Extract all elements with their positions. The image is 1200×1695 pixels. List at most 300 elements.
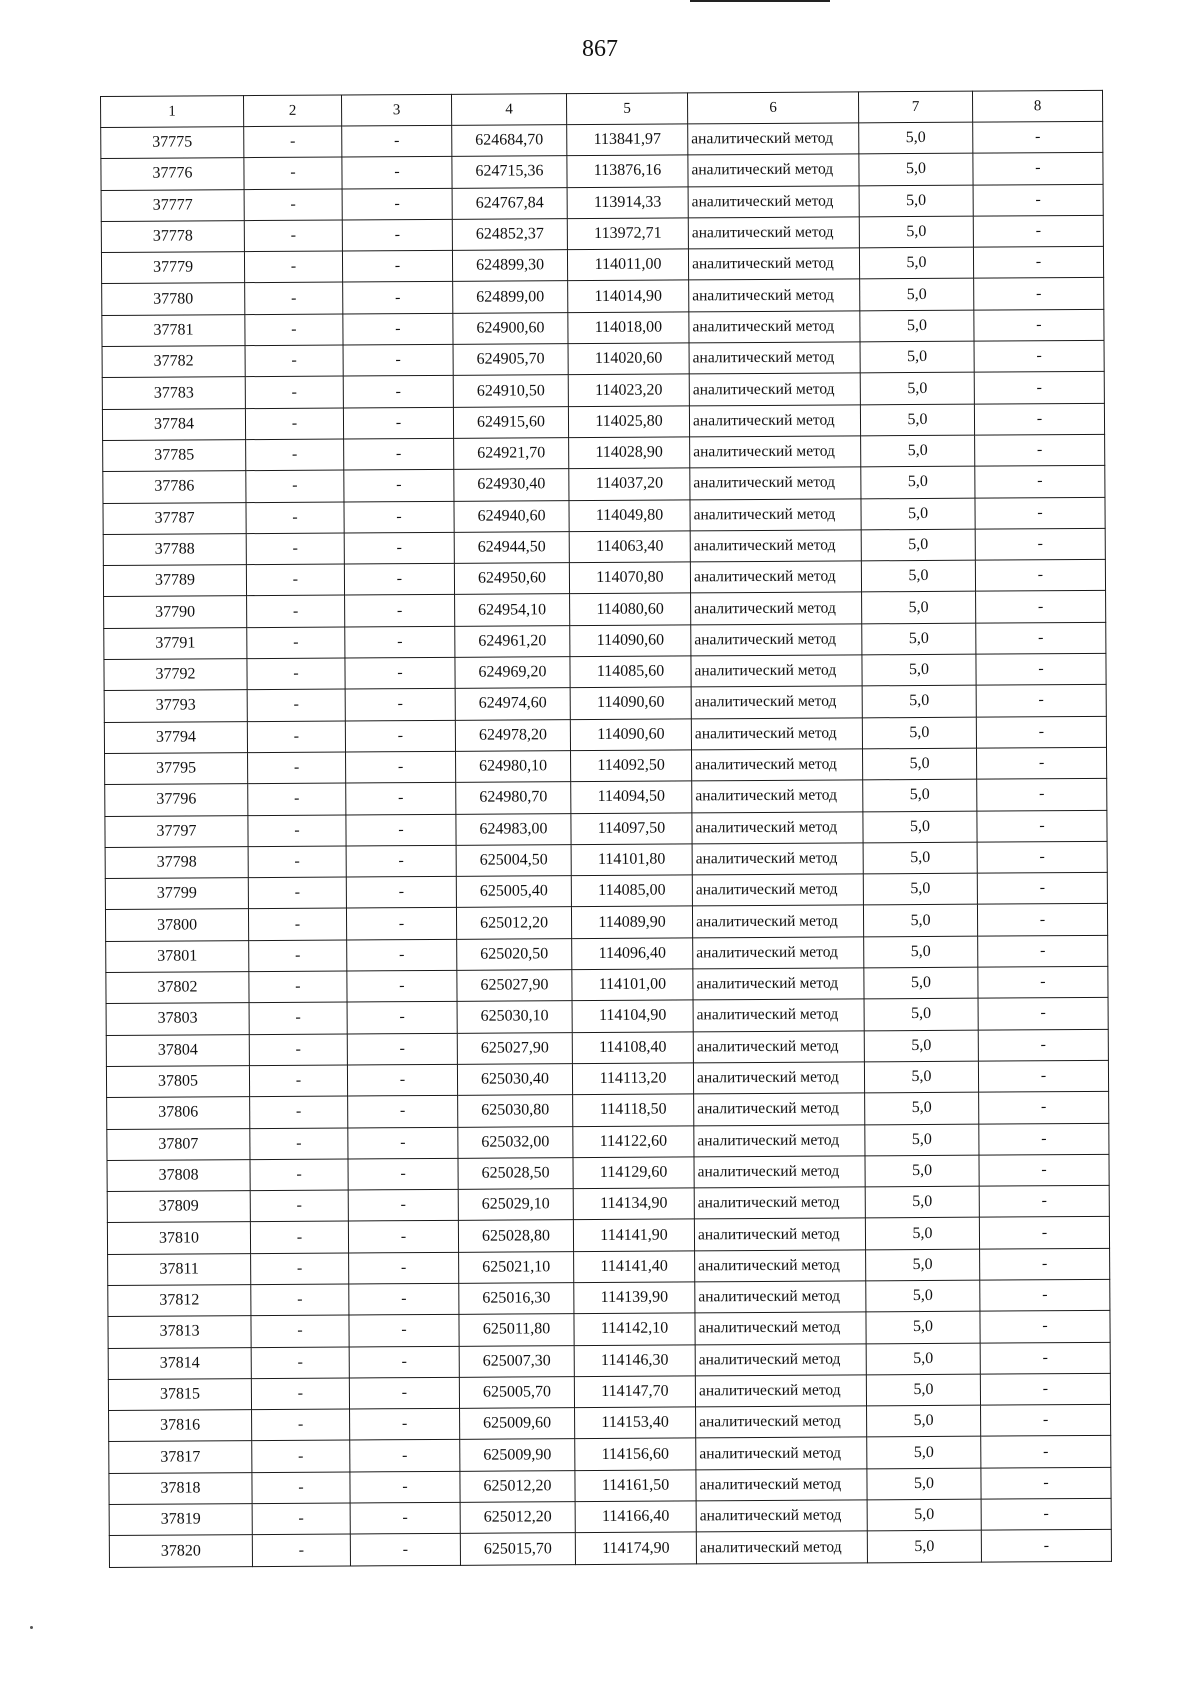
point-number-cell: 37796 <box>105 784 248 816</box>
x-coordinate-cell: 625020,50 <box>457 938 572 970</box>
col-2-cell: - <box>251 1315 349 1347</box>
x-coordinate-cell: 625028,80 <box>458 1220 573 1252</box>
col-3-cell: - <box>347 1064 457 1096</box>
point-number-cell: 37809 <box>107 1191 250 1223</box>
accuracy-cell: 5,0 <box>861 560 975 592</box>
col-3-cell: - <box>342 188 452 220</box>
method-cell: аналитический метод <box>693 1062 864 1094</box>
col-8-cell: - <box>974 340 1104 372</box>
col-3-cell: - <box>349 1346 459 1378</box>
col-2-cell: - <box>244 157 342 189</box>
accuracy-cell: 5,0 <box>863 779 977 811</box>
y-coordinate-cell: 114080,60 <box>570 593 691 625</box>
method-cell: аналитический метод <box>691 624 862 656</box>
accuracy-cell: 5,0 <box>866 1343 980 1375</box>
col-8-cell: - <box>980 1311 1110 1343</box>
y-coordinate-cell: 114101,80 <box>571 844 692 876</box>
col-3-cell: - <box>346 814 456 846</box>
accuracy-cell: 5,0 <box>864 1030 978 1062</box>
col-2-cell: - <box>247 595 345 627</box>
accuracy-cell: 5,0 <box>865 1186 979 1218</box>
y-coordinate-cell: 114101,00 <box>572 969 693 1001</box>
y-coordinate-cell: 114166,40 <box>575 1501 696 1533</box>
y-coordinate-cell: 114139,90 <box>574 1282 695 1314</box>
point-number-cell: 37813 <box>108 1316 251 1348</box>
col-4-header: 4 <box>451 94 566 126</box>
method-cell: аналитический метод <box>688 154 859 186</box>
y-coordinate-cell: 114108,40 <box>572 1032 693 1064</box>
col-2-cell: - <box>245 283 343 315</box>
x-coordinate-cell: 625016,30 <box>459 1283 574 1315</box>
y-coordinate-cell: 114129,60 <box>573 1157 694 1189</box>
x-coordinate-cell: 625029,10 <box>458 1189 573 1221</box>
col-8-cell: - <box>976 653 1106 685</box>
col-8-cell: - <box>977 904 1107 936</box>
accuracy-cell: 5,0 <box>867 1499 981 1531</box>
x-coordinate-cell: 625011,80 <box>459 1314 574 1346</box>
x-coordinate-cell: 625012,20 <box>456 907 571 939</box>
col-8-cell: - <box>981 1405 1111 1437</box>
method-cell: аналитический метод <box>692 780 863 812</box>
point-number-cell: 37788 <box>103 533 246 565</box>
accuracy-cell: 5,0 <box>859 216 973 248</box>
col-2-cell: - <box>246 502 344 534</box>
x-coordinate-cell: 625028,50 <box>458 1157 573 1189</box>
point-number-cell: 37806 <box>107 1097 250 1129</box>
point-number-cell: 37805 <box>106 1066 249 1098</box>
accuracy-cell: 5,0 <box>867 1468 981 1500</box>
point-number-cell: 37808 <box>107 1159 250 1191</box>
method-cell: аналитический метод <box>688 217 859 249</box>
accuracy-cell: 5,0 <box>862 592 976 624</box>
point-number-cell: 37789 <box>103 565 246 597</box>
col-3-cell: - <box>345 689 455 721</box>
accuracy-cell: 5,0 <box>861 529 975 561</box>
accuracy-cell: 5,0 <box>860 310 974 342</box>
accuracy-cell: 5,0 <box>866 1280 980 1312</box>
y-coordinate-cell: 114147,70 <box>574 1376 695 1408</box>
accuracy-cell: 5,0 <box>862 717 976 749</box>
col-8-cell: - <box>977 872 1107 904</box>
col-3-cell: - <box>346 876 456 908</box>
method-cell: аналитический метод <box>695 1312 866 1344</box>
method-cell: аналитический метод <box>690 436 861 468</box>
y-coordinate-cell: 114142,10 <box>574 1313 695 1345</box>
col-2-cell: - <box>251 1253 349 1285</box>
col-1-header: 1 <box>101 96 244 128</box>
col-8-cell: - <box>978 1060 1108 1092</box>
accuracy-cell: 5,0 <box>861 466 975 498</box>
accuracy-cell: 5,0 <box>865 1092 979 1124</box>
x-coordinate-cell: 625005,70 <box>459 1377 574 1409</box>
col-3-cell: - <box>343 407 453 439</box>
col-8-cell: - <box>981 1436 1111 1468</box>
col-8-cell: - <box>980 1248 1110 1280</box>
table-body <box>101 90 1112 1567</box>
y-coordinate-cell: 114092,50 <box>571 750 692 782</box>
col-3-cell: - <box>344 532 454 564</box>
x-coordinate-cell: 624980,10 <box>456 751 571 783</box>
accuracy-cell: 5,0 <box>867 1437 981 1469</box>
col-8-cell: - <box>978 966 1108 998</box>
y-coordinate-cell: 114028,90 <box>569 437 690 469</box>
accuracy-cell: 5,0 <box>860 341 974 373</box>
y-coordinate-cell: 114090,60 <box>570 719 691 751</box>
point-number-cell: 37787 <box>103 502 246 534</box>
method-cell: аналитический метод <box>690 561 861 593</box>
accuracy-cell: 5,0 <box>859 185 973 217</box>
x-coordinate-cell: 625027,90 <box>457 1032 572 1064</box>
method-cell: аналитический метод <box>689 342 860 374</box>
page-number: 867 <box>582 36 618 62</box>
point-number-cell: 37807 <box>107 1128 250 1160</box>
accuracy-cell: 5,0 <box>861 498 975 530</box>
col-2-cell: - <box>250 1190 348 1222</box>
col-3-cell: - <box>350 1534 460 1566</box>
x-coordinate-cell: 624969,20 <box>455 657 570 689</box>
col-2-cell: - <box>250 1096 348 1128</box>
x-coordinate-cell: 624715,36 <box>452 156 567 188</box>
y-coordinate-cell: 113972,71 <box>567 218 688 250</box>
col-8-cell: - <box>977 779 1107 811</box>
y-coordinate-cell: 114070,80 <box>569 562 690 594</box>
x-coordinate-cell: 624980,70 <box>456 782 571 814</box>
col-8-cell: - <box>974 309 1104 341</box>
method-cell: аналитический метод <box>688 185 859 217</box>
x-coordinate-cell: 625012,20 <box>460 1470 575 1502</box>
y-coordinate-cell: 114097,50 <box>571 812 692 844</box>
col-8-cell: - <box>973 184 1103 216</box>
col-3-cell: - <box>347 939 457 971</box>
col-3-cell: - <box>347 1002 457 1034</box>
col-8-cell: - <box>975 434 1105 466</box>
col-2-cell: - <box>251 1284 349 1316</box>
y-coordinate-cell: 114141,90 <box>573 1219 694 1251</box>
accuracy-cell: 5,0 <box>859 247 973 279</box>
point-number-cell: 37776 <box>101 158 244 190</box>
col-3-cell: - <box>349 1315 459 1347</box>
method-cell: аналитический метод <box>696 1531 867 1563</box>
col-8-cell: - <box>979 1185 1109 1217</box>
col-2-cell: - <box>246 564 344 596</box>
col-2-cell: - <box>248 877 346 909</box>
accuracy-cell: 5,0 <box>864 1061 978 1093</box>
point-number-cell: 37817 <box>109 1441 252 1473</box>
col-3-cell: - <box>347 1033 457 1065</box>
point-number-cell: 37779 <box>101 252 244 284</box>
col-2-cell: - <box>248 815 346 847</box>
col-2-cell: - <box>249 1034 347 1066</box>
method-cell: аналитический метод <box>688 248 859 280</box>
x-coordinate-cell: 624900,60 <box>453 312 568 344</box>
accuracy-cell: 5,0 <box>865 1155 979 1187</box>
col-3-cell: - <box>344 470 454 502</box>
point-number-cell: 37777 <box>101 189 244 221</box>
point-number-cell: 37791 <box>104 627 247 659</box>
accuracy-cell: 5,0 <box>859 153 973 185</box>
col-3-cell: - <box>348 1221 458 1253</box>
y-coordinate-cell: 114085,00 <box>571 875 692 907</box>
x-coordinate-cell: 624983,00 <box>456 813 571 845</box>
coordinates-table <box>100 90 1112 1568</box>
x-coordinate-cell: 625015,70 <box>460 1533 575 1565</box>
col-3-cell: - <box>347 970 457 1002</box>
col-5-header: 5 <box>566 93 687 125</box>
col-3-cell: - <box>345 626 455 658</box>
point-number-cell: 37775 <box>101 127 244 159</box>
accuracy-cell: 5,0 <box>866 1374 980 1406</box>
method-cell: аналитический метод <box>696 1437 867 1469</box>
accuracy-cell: 5,0 <box>863 873 977 905</box>
method-cell: аналитический метод <box>691 686 862 718</box>
y-coordinate-cell: 114089,90 <box>571 906 692 938</box>
y-coordinate-cell: 114049,80 <box>569 499 690 531</box>
point-number-cell: 37803 <box>106 1003 249 1035</box>
x-coordinate-cell: 625012,20 <box>460 1502 575 1534</box>
col-8-cell: - <box>974 403 1104 435</box>
col-8-cell: - <box>975 560 1105 592</box>
x-coordinate-cell: 624930,40 <box>454 469 569 501</box>
method-cell: аналитический метод <box>693 999 864 1031</box>
x-coordinate-cell: 625030,40 <box>457 1064 572 1096</box>
col-3-cell: - <box>346 908 456 940</box>
y-coordinate-cell: 114018,00 <box>568 312 689 344</box>
y-coordinate-cell: 114174,90 <box>575 1532 696 1564</box>
point-number-cell: 37780 <box>102 283 245 315</box>
col-8-cell: - <box>976 685 1106 717</box>
accuracy-cell: 5,0 <box>864 967 978 999</box>
col-8-cell: - <box>979 1092 1109 1124</box>
y-coordinate-cell: 114146,30 <box>574 1344 695 1376</box>
point-number-cell: 37820 <box>109 1535 252 1567</box>
x-coordinate-cell: 624921,70 <box>454 438 569 470</box>
point-number-cell: 37781 <box>102 314 245 346</box>
method-cell: аналитический метод <box>694 1218 865 1250</box>
method-cell: аналитический метод <box>694 1124 865 1156</box>
point-number-cell: 37799 <box>105 878 248 910</box>
y-coordinate-cell: 114141,40 <box>574 1251 695 1283</box>
col-3-cell: - <box>345 595 455 627</box>
point-number-cell: 37816 <box>109 1410 252 1442</box>
y-coordinate-cell: 114094,50 <box>571 781 692 813</box>
col-3-cell: - <box>343 282 453 314</box>
col-2-cell: - <box>245 345 343 377</box>
x-coordinate-cell: 625030,80 <box>458 1095 573 1127</box>
col-3-cell: - <box>350 1502 460 1534</box>
point-number-cell: 37802 <box>106 972 249 1004</box>
point-number-cell: 37790 <box>104 596 247 628</box>
col-8-cell: - <box>979 1123 1109 1155</box>
col-3-header: 3 <box>341 94 451 126</box>
col-3-cell: - <box>346 751 456 783</box>
accuracy-cell: 5,0 <box>867 1405 981 1437</box>
method-cell: аналитический метод <box>689 311 860 343</box>
accuracy-cell: 5,0 <box>863 905 977 937</box>
scan-top-rule <box>690 0 830 2</box>
col-8-cell: - <box>974 278 1104 310</box>
col-2-cell: - <box>249 1002 347 1034</box>
y-coordinate-cell: 114020,60 <box>568 343 689 375</box>
col-3-cell: - <box>344 438 454 470</box>
x-coordinate-cell: 625009,90 <box>460 1439 575 1471</box>
col-8-cell: - <box>978 998 1108 1030</box>
point-number-cell: 37792 <box>104 659 247 691</box>
x-coordinate-cell: 624905,70 <box>453 344 568 376</box>
y-coordinate-cell: 113914,33 <box>567 187 688 219</box>
y-coordinate-cell: 113841,97 <box>567 124 688 156</box>
accuracy-cell: 5,0 <box>860 404 974 436</box>
col-2-cell: - <box>249 940 347 972</box>
accuracy-cell: 5,0 <box>860 373 974 405</box>
col-3-cell: - <box>349 1377 459 1409</box>
accuracy-cell: 5,0 <box>866 1311 980 1343</box>
x-coordinate-cell: 624950,60 <box>454 563 569 595</box>
col-3-cell: - <box>342 125 452 157</box>
col-2-cell: - <box>244 220 342 252</box>
x-coordinate-cell: 624899,00 <box>453 281 568 313</box>
method-cell: аналитический метод <box>696 1500 867 1532</box>
point-number-cell: 37785 <box>103 440 246 472</box>
col-3-cell: - <box>348 1127 458 1159</box>
accuracy-cell: 5,0 <box>863 748 977 780</box>
col-2-cell: - <box>252 1472 350 1504</box>
col-2-cell: - <box>245 376 343 408</box>
col-3-cell: - <box>350 1440 460 1472</box>
col-3-cell: - <box>342 251 452 283</box>
col-3-cell: - <box>345 657 455 689</box>
accuracy-cell: 5,0 <box>862 623 976 655</box>
col-3-cell: - <box>348 1096 458 1128</box>
point-number-cell: 37798 <box>105 846 248 878</box>
point-number-cell: 37794 <box>104 721 247 753</box>
col-2-cell: - <box>245 314 343 346</box>
col-3-cell: - <box>346 845 456 877</box>
point-number-cell: 37819 <box>109 1504 252 1536</box>
col-2-cell: - <box>252 1440 350 1472</box>
y-coordinate-cell: 114161,50 <box>575 1470 696 1502</box>
accuracy-cell: 5,0 <box>861 435 975 467</box>
point-number-cell: 37793 <box>104 690 247 722</box>
method-cell: аналитический метод <box>693 968 864 1000</box>
col-8-cell: - <box>979 1154 1109 1186</box>
y-coordinate-cell: 114063,40 <box>569 531 690 563</box>
method-cell: аналитический метод <box>692 749 863 781</box>
x-coordinate-cell: 624954,10 <box>455 594 570 626</box>
point-number-cell: 37782 <box>102 346 245 378</box>
method-cell: аналитический метод <box>695 1375 866 1407</box>
col-2-cell: - <box>248 783 346 815</box>
col-2-cell: - <box>252 1409 350 1441</box>
col-8-cell: - <box>973 247 1103 279</box>
col-3-cell: - <box>348 1158 458 1190</box>
col-2-cell: - <box>246 439 344 471</box>
x-coordinate-cell: 624852,37 <box>452 219 567 251</box>
y-coordinate-cell: 114037,20 <box>569 468 690 500</box>
y-coordinate-cell: 114014,90 <box>568 280 689 312</box>
col-8-cell: - <box>976 716 1106 748</box>
x-coordinate-cell: 624974,60 <box>455 688 570 720</box>
col-2-cell: - <box>250 1221 348 1253</box>
col-3-cell: - <box>345 720 455 752</box>
x-coordinate-cell: 625004,50 <box>456 844 571 876</box>
col-2-cell: - <box>247 658 345 690</box>
col-8-cell: - <box>979 1217 1109 1249</box>
y-coordinate-cell: 114153,40 <box>575 1407 696 1439</box>
x-coordinate-cell: 625009,60 <box>460 1408 575 1440</box>
x-coordinate-cell: 624899,30 <box>452 250 567 282</box>
point-number-cell: 37815 <box>108 1378 251 1410</box>
col-2-cell: - <box>252 1534 350 1566</box>
method-cell: аналитический метод <box>693 1030 864 1062</box>
y-coordinate-cell: 114122,60 <box>573 1125 694 1157</box>
col-8-cell: - <box>975 497 1105 529</box>
col-2-header: 2 <box>244 95 342 127</box>
col-2-cell: - <box>247 627 345 659</box>
col-8-cell: - <box>973 153 1103 185</box>
method-cell: аналитический метод <box>691 655 862 687</box>
col-2-cell: - <box>246 470 344 502</box>
coordinates-table-sheet <box>100 90 1111 1568</box>
col-8-cell: - <box>974 372 1104 404</box>
col-3-cell: - <box>344 501 454 533</box>
col-2-cell: - <box>244 189 342 221</box>
table-row <box>109 1530 1111 1567</box>
x-coordinate-cell: 624910,50 <box>453 375 568 407</box>
method-cell: аналитический метод <box>690 467 861 499</box>
x-coordinate-cell: 624944,50 <box>454 532 569 564</box>
col-3-cell: - <box>344 564 454 596</box>
point-number-cell: 37795 <box>105 753 248 785</box>
col-8-cell: - <box>981 1530 1111 1562</box>
y-coordinate-cell: 114011,00 <box>567 249 688 281</box>
point-number-cell: 37804 <box>106 1034 249 1066</box>
method-cell: аналитический метод <box>691 592 862 624</box>
method-cell: аналитический метод <box>689 405 860 437</box>
col-8-cell: - <box>978 935 1108 967</box>
method-cell: аналитический метод <box>692 874 863 906</box>
x-coordinate-cell: 625021,10 <box>459 1251 574 1283</box>
accuracy-cell: 5,0 <box>862 654 976 686</box>
col-7-header: 7 <box>858 91 972 123</box>
col-2-cell: - <box>250 1159 348 1191</box>
accuracy-cell: 5,0 <box>863 811 977 843</box>
x-coordinate-cell: 624940,60 <box>454 500 569 532</box>
point-number-cell: 37783 <box>102 377 245 409</box>
point-number-cell: 37800 <box>105 909 248 941</box>
col-2-cell: - <box>244 126 342 158</box>
col-8-cell: - <box>973 121 1103 153</box>
col-2-cell: - <box>248 908 346 940</box>
y-coordinate-cell: 114134,90 <box>573 1188 694 1220</box>
x-coordinate-cell: 625027,90 <box>457 970 572 1002</box>
col-8-cell: - <box>981 1498 1111 1530</box>
col-2-cell: - <box>248 846 346 878</box>
col-2-cell: - <box>252 1503 350 1535</box>
accuracy-cell: 5,0 <box>862 686 976 718</box>
method-cell: аналитический метод <box>692 905 863 937</box>
col-3-cell: - <box>342 219 452 251</box>
x-coordinate-cell: 625007,30 <box>459 1345 574 1377</box>
col-2-cell: - <box>251 1378 349 1410</box>
accuracy-cell: 5,0 <box>865 1124 979 1156</box>
point-number-cell: 37814 <box>108 1347 251 1379</box>
col-8-cell: - <box>975 466 1105 498</box>
point-number-cell: 37812 <box>108 1285 251 1317</box>
point-number-cell: 37778 <box>101 221 244 253</box>
method-cell: аналитический метод <box>696 1406 867 1438</box>
accuracy-cell: 5,0 <box>860 279 974 311</box>
col-3-cell: - <box>349 1252 459 1284</box>
